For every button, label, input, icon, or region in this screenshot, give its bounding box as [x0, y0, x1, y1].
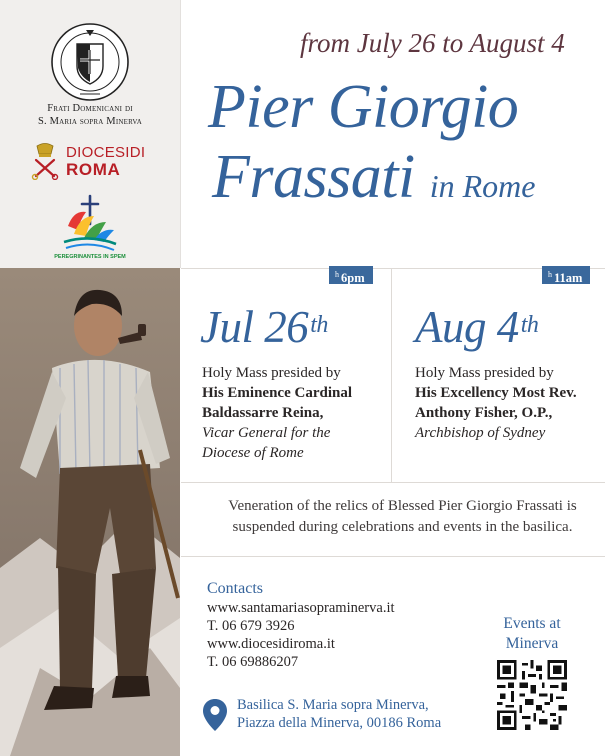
- diocese-of-rome-logo: [30, 140, 154, 182]
- date-range: from July 26 to August 4: [300, 28, 565, 58]
- events-column-divider: [391, 268, 392, 482]
- jubilee-motto: PEREGRINANTES IN SPEM: [54, 254, 126, 260]
- dominicans-name: Frati Domenicani di S. Maria sopra Minerva: [37, 103, 143, 127]
- event-date: Aug 4th: [415, 302, 539, 352]
- title-in-rome: in Rome: [429, 168, 536, 204]
- relics-notice: Veneration of the relics of Blessed Pier Giorgio Frassati is suspended during celebrations and events in the basilica.: [228, 498, 577, 535]
- papal-keys-icon: [30, 142, 60, 180]
- qr-code[interactable]: [497, 660, 567, 730]
- logos-divider: [180, 0, 181, 268]
- frassati-photo: [0, 268, 180, 756]
- phone-number[interactable]: T. 06 679 3926: [207, 618, 295, 634]
- event-time-badge: $^h$ 11am: [542, 266, 590, 284]
- event-time-badge: $^h$ 6pm: [329, 266, 373, 284]
- events-at-minerva-label: Events at Minerva: [503, 615, 561, 652]
- location-pin-icon: [203, 699, 227, 731]
- title-name-last: [212, 144, 535, 219]
- event-description: Holy Mass presided by His Eminence Cardinal Baldassarre Reina, Vicar General for the Diocese of Rome: [202, 365, 353, 461]
- website-link[interactable]: www.santamariasopraminerva.it: [207, 600, 395, 616]
- dominican-seal-logo: [50, 22, 130, 102]
- contacts-heading: Contacts: [207, 580, 263, 597]
- website-link[interactable]: www.diocesidiroma.it: [207, 636, 335, 652]
- jubilee-2025-logo: [50, 190, 130, 260]
- events-bottom-rule: [181, 482, 605, 483]
- event-date: Jul 26th: [200, 302, 328, 352]
- title-surname: Frassati: [212, 143, 415, 211]
- address-line: Piazza della Minerva, 00186 Roma: [237, 715, 442, 731]
- diocese-word: DIOCESIDI: [66, 144, 146, 161]
- address-line: Basilica S. Maria sopra Minerva,: [237, 697, 429, 713]
- roma-word: ROMA: [66, 160, 121, 179]
- phone-number[interactable]: T. 06 69886207: [207, 654, 299, 670]
- title-name-first: Pier Giorgio: [208, 73, 519, 141]
- notice-bottom-rule: [181, 556, 605, 557]
- event-description: Holy Mass presided by His Excellency Most Rev. Anthony Fisher, O.P., Archbishop of Sydney: [415, 365, 577, 441]
